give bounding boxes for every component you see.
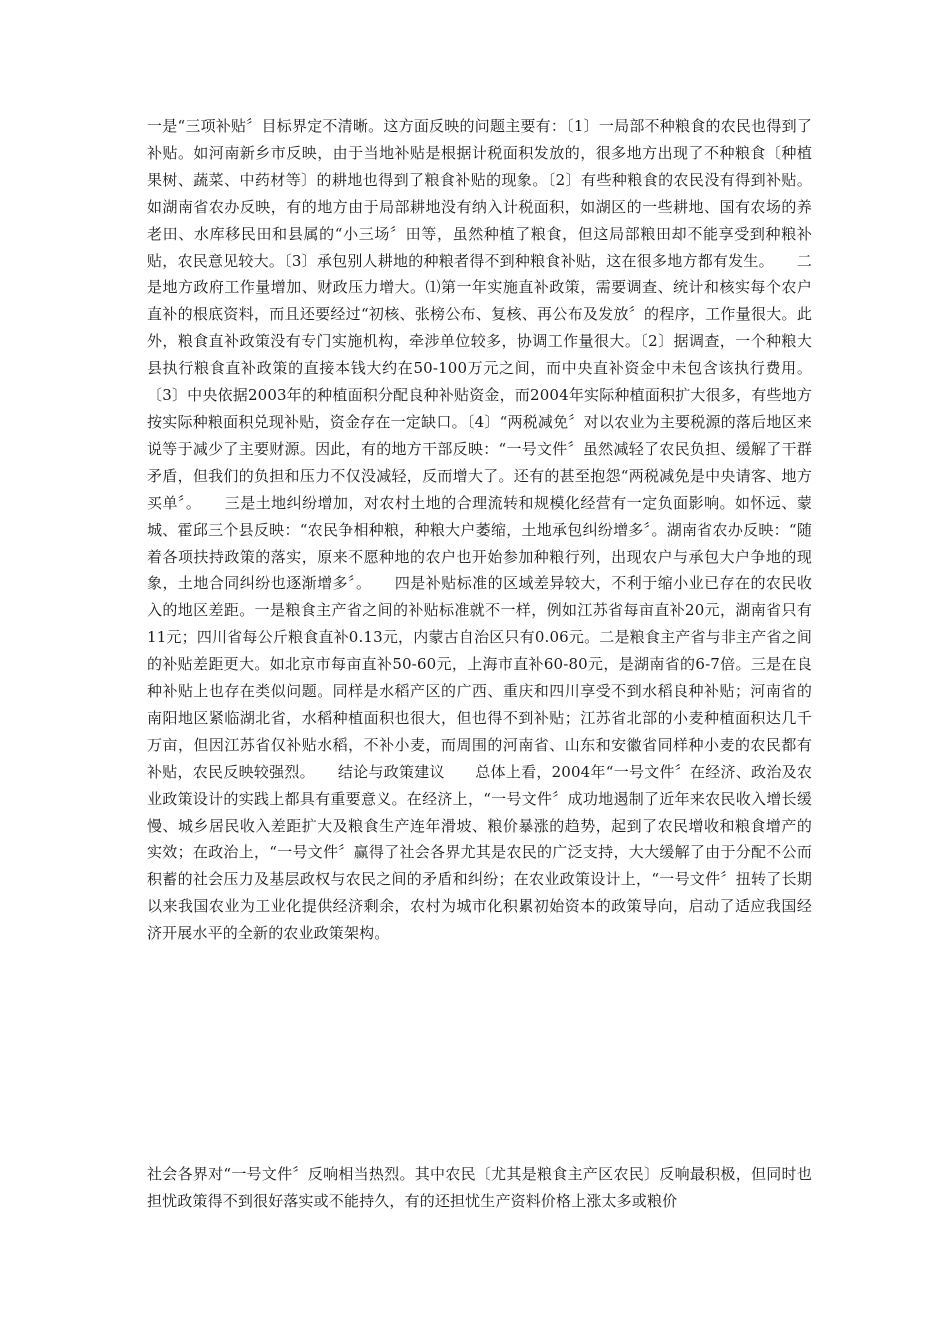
- body-paragraph-1: 一是“三项补贴〞目标界定不清晰。这方面反映的问题主要有：〔1〕一局部不种粮食的农民也得到了补贴。如河南新乡市反映，由于当地补贴是根据计税面积发放的，很多地方出现了不种粮食〔种植果树、蔬菜、中药材等〕的耕地也得到了粮食补贴的现象。〔2〕有些种粮食的农民没有得到补贴。如湖南省农办反映，有的地方由于局部耕地没有纳入计税面积，如湖区的一些耕地、国有农场的养老田、水库移民田和县属的“小三场〞田等，虽然种植了粮食，但这局部粮田却不能享受到种粮补贴，农民意见较大。〔3〕承包别人耕地的种粮者得不到种粮食补贴，这在很多地方都有发生。 二是地方政府工作量增加、财政压力增大。⑴第一年实施直补政策，需要调查、统计和核实每个农户直补的根底资料，而且还要经过“初核、张榜公布、复核、再公布及发放〞的程序，工作量很大。此外，粮食直补政策没有专门实施机构，牵涉单位较多，协调工作量很大。〔2〕据调查，一个种粮大县执行粮食直补政策的直接本钱大约在50-100万元之间，而中央直补资金中未包含该执行费用。〔3〕中央依据2003年的种植面积分配良种补贴资金，而2004年实际种植面积扩大很多，有些地方按实际种粮面积兑现补贴，资金存在一定缺口。〔4〕“两税减免〞对以农业为主要税源的落后地区来说等于减少了主要财源。因此，有的地方干部反映：“一号文件〞虽然减轻了农民负担、缓解了干群矛盾，但我们的负担和压力不仅没减轻，反而增大了。还有的甚至抱怨“两税减免是中央请客、地方买单〞。 三是土地纠纷增加，对农村土地的合理流转和规模化经营有一定负面影响。如怀远、蒙城、霍邱三个县反映：“农民争相种粮，种粮大户萎缩，土地承包纠纷增多〞。湖南省农办反映：“随着各项扶持政策的落实，原来不愿种地的农户也开始参加种粮行列，出现农户与承包大户争地的现象，土地合同纠纷也逐渐增多〞。 四是补贴标准的区域差异较大，不利于缩小业已存在的农民收入的地区差距。一是粮食主产省之间的补贴标准就不一样，例如江苏省每亩直补20元，湖南省只有11元；四川省每公斤粮食直补0.13元，内蒙古自治区只有0.06元。二是粮食主产省与非主产省之间的补贴差距更大。如北京市每亩直补50-60元，上海市直补60-80元，是湖南省的6-7倍。三是在良种补贴上也存在类似问题。同样是水稻产区的广西、重庆和四川享受不到水稻良种补贴；河南省的南阳地区紧临湖北省，水稻种植面积也很大，但也得不到补贴；江苏省北部的小麦种植面积达几千万亩，但因江苏省仅补贴水稻，不补小麦，而周围的河南省、山东和安徽省同样种小麦的农民都有补贴，农民反映较强烈。 结论与政策建议 总体上看，2004年“一号文件〞在经济、政治及农业政策设计的实践上都具有重要意义。在经济上，“一号文件〞成功地遏制了近年来农民收入增长缓慢、城乡居民收入差距扩大及粮食生产连年滑坡、粮价暴涨的趋势，起到了农民增收和粮食增产的实效；在政治上，“一号文件〞赢得了社会各界尤其是农民的广泛支持，大大缓解了由于分配不公而积蓄的社会压力及基层政权与农民之间的矛盾和纠纷；在农业政策设计上，“一号文件〞扭转了长期以来我国农业为工业化提供经济剩余，农村为城市化积累初始资本的政策导向，启动了适应我国经济开展水平的全新的农业政策架构。: [147, 117, 812, 943]
- body-paragraph-2: 社会各界对“一号文件〞反响相当热烈。其中农民〔尤其是粮食主产区农民〕反响最积极，但同时也担忧政策得不到很好落实或不能持久，有的还担忧生产资料价格上涨太多或粮价: [147, 1165, 812, 1210]
